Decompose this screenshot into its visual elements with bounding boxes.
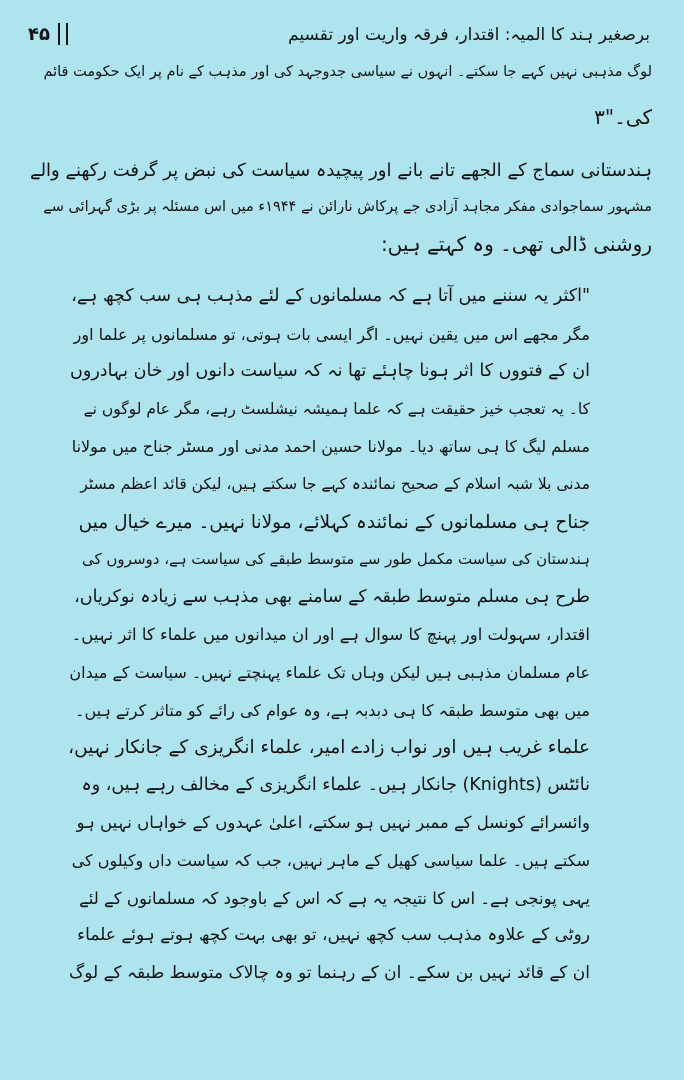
- quote-line: وائسرائے کونسل کے ممبر نہیں ہو سکتے، اعلیٰ عہدوں کے خواہاں نہیں ہو: [76, 813, 590, 833]
- quote-line: "اکثر یہ سننے میں آتا ہے کہ مسلمانوں کے لئے مذہب ہی سب کچھ ہے،: [71, 286, 590, 306]
- quote-line: نائٹس (Knights) جانکار ہیں۔ علماء انگریزی کے مخالف رہے ہیں، وہ: [81, 774, 590, 795]
- quote-line: ان کے قائد نہیں بن سکے۔ ان کے رہنما تو وہ چالاک متوسط طبقہ کے لوگ: [69, 962, 590, 983]
- text-line: مشہور سماجوادی مفکر مجاہد آزادی جے پرکاش نارائن نے ۱۹۴۴ء میں اس مسئلہ پر بڑی گہرائی سے: [43, 199, 652, 215]
- quote-line: مدنی بلا شبہ اسلام کے صحیح نمائندہ کہے جا سکتے ہیں، لیکن قائد اعظم مسٹر: [80, 474, 590, 493]
- quote-line: سکتے ہیں۔ علما سیاسی کھیل کے ماہر نہیں، جب کہ سیاست داں وکیلوں کی: [71, 850, 590, 870]
- quote-line: عام مسلمان مذہبی ہیں لیکن وہاں تک علماء پہنچتے نہیں۔ سیاست کے میدان: [69, 662, 590, 682]
- quote-line: روٹی کے علاوہ مذہب سب کچھ نہیں، تو بھی بہت کچھ ہوتے ہوئے علماء: [77, 925, 590, 946]
- block-quote: [68, 278, 590, 992]
- text-line: ہندستانی سماج کے الجھے تانے بانے اور پیچیدہ سیاست کی نبض پر گرفت رکھنے والے: [30, 160, 652, 181]
- quote-line: طرح ہی مسلم متوسط طبقہ کے سامنے بھی مذہب سے زیادہ نوکریاں،: [74, 586, 590, 607]
- text-line: روشنی ڈالی تھی۔ وہ کہتے ہیں:: [380, 232, 652, 256]
- header-divider: [58, 23, 68, 45]
- text-line: کی۔"۳: [594, 105, 652, 129]
- running-header-title: برصغیر ہند کا المیہ: اقتدار، فرقہ واریت اور تقسیم: [288, 24, 650, 45]
- running-header: [28, 18, 650, 50]
- quote-line: جناح ہی مسلمانوں کے نمائندہ کہلائے، مولانا نہیں۔ میرے خیال میں: [78, 511, 590, 533]
- quote-line: ان کے فتووں کا اثر ہونا چاہئے تھا نہ کہ سیاست دانوں اور خان بہادروں: [70, 361, 590, 382]
- quote-line: مگر مجھے اس میں یقین نہیں۔ اگر ایسی بات ہوتی، تو مسلمانوں پر علما اور: [73, 324, 590, 344]
- quote-line: اقتدار، سہولت اور پہنچ کا سوال ہے اور ان میدانوں میں علماء کا اثر نہیں۔: [71, 625, 590, 645]
- quote-line: میں بھی متوسط طبقہ کا ہی دبدبہ ہے، وہ عوام کی رائے کو متاثر کرتے ہیں۔: [75, 700, 590, 720]
- paragraph-2: [30, 152, 652, 263]
- quote-line: کا۔ یہ تعجب خیز حقیقت ہے کہ علما ہمیشہ نیشلسٹ رہے، مگر عام لوگوں نے: [83, 399, 590, 418]
- quote-line: مسلم لیگ کا ہی ساتھ دیا۔ مولانا حسین احمد مدنی اور مسٹر جناح میں مولانا: [71, 437, 590, 457]
- quote-line: ہندستان کی سیاست مکمل طور سے متوسط طبقے کی سیاست ہے، دوسروں کی: [82, 550, 590, 569]
- quote-line: یہی پونجی ہے۔ اس کا نتیجہ یہ ہے کہ اس کے باوجود کہ مسلمانوں کے لئے: [79, 888, 590, 908]
- header-page-block: [28, 23, 76, 45]
- text-line: لوگ مذہبی نہیں کہے جا سکتے۔ انہوں نے سیاسی جدوجہد کی اور مذہب کے نام پر ایک حکومت قائم: [43, 64, 652, 80]
- quote-line: علماء غریب ہیں اور نواب زادے امیر، علماء انگریزی کے جانکار نہیں،: [68, 737, 590, 759]
- paragraph-1: [30, 50, 652, 140]
- page-number: ۴۵: [28, 23, 50, 45]
